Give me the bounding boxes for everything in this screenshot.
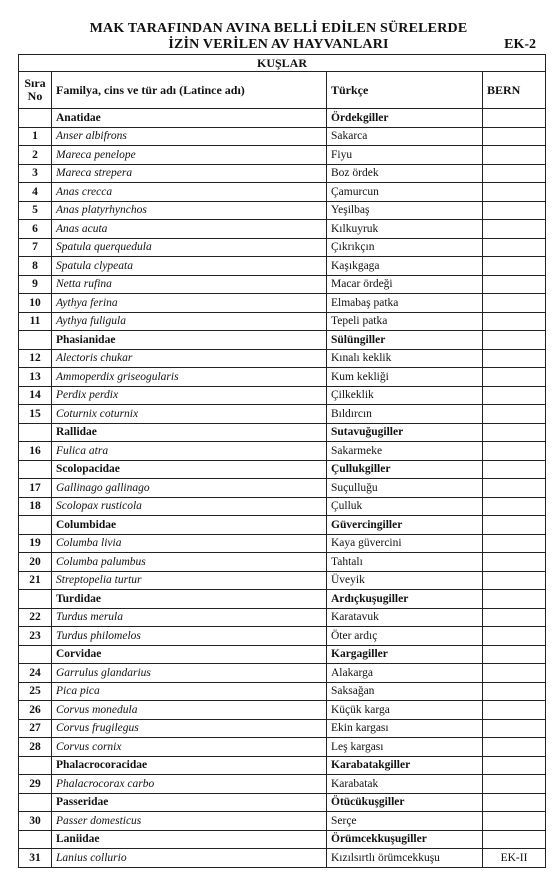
family-row <box>19 331 546 350</box>
row-number <box>19 830 52 849</box>
turkish-name: Güvercingiller <box>327 516 483 535</box>
turkish-name: Kınalı keklik <box>327 349 483 368</box>
bern-status <box>483 423 546 442</box>
bern-status <box>483 682 546 701</box>
species-row <box>19 294 546 313</box>
latin-name: Corvus monedula <box>52 701 327 720</box>
bern-status <box>483 127 546 146</box>
bern-status <box>483 534 546 553</box>
annex-code: EK-2 <box>504 37 536 52</box>
family-row <box>19 793 546 812</box>
bern-status <box>483 349 546 368</box>
row-number: 22 <box>19 608 52 627</box>
bern-status <box>483 201 546 220</box>
row-number: 28 <box>19 738 52 757</box>
species-row <box>19 479 546 498</box>
species-row <box>19 238 546 257</box>
row-number: 17 <box>19 479 52 498</box>
row-number: 27 <box>19 719 52 738</box>
turkish-name: Ördekgiller <box>327 109 483 128</box>
family-row <box>19 590 546 609</box>
species-row <box>19 738 546 757</box>
latin-name: Fulica atra <box>52 442 327 461</box>
row-number: 14 <box>19 386 52 405</box>
row-number: 15 <box>19 405 52 424</box>
bern-status <box>483 164 546 183</box>
bern-status <box>483 405 546 424</box>
turkish-name: Kargagiller <box>327 645 483 664</box>
latin-name: Corvidae <box>52 645 327 664</box>
bern-status <box>483 294 546 313</box>
latin-name: Anser albifrons <box>52 127 327 146</box>
row-number: 23 <box>19 627 52 646</box>
bern-status <box>483 497 546 516</box>
species-row <box>19 534 546 553</box>
row-number: 20 <box>19 553 52 572</box>
row-number: 1 <box>19 127 52 146</box>
turkish-name: Suçulluğu <box>327 479 483 498</box>
latin-name: Phalacrocoracidae <box>52 756 327 775</box>
species-table-body <box>19 55 546 868</box>
latin-name: Scolopax rusticola <box>52 497 327 516</box>
section-title: KUŞLAR <box>19 55 546 72</box>
bern-status <box>483 756 546 775</box>
latin-name: Passeridae <box>52 793 327 812</box>
turkish-name: Öter ardıç <box>327 627 483 646</box>
species-row <box>19 497 546 516</box>
latin-name: Phasianidae <box>52 331 327 350</box>
latin-name: Pica pica <box>52 682 327 701</box>
bern-status <box>483 331 546 350</box>
latin-name: Turdus philomelos <box>52 627 327 646</box>
turkish-name: Tepeli patka <box>327 312 483 331</box>
turkish-name: Karatavuk <box>327 608 483 627</box>
bern-status <box>483 645 546 664</box>
turkish-name: Alakarga <box>327 664 483 683</box>
latin-name: Passer domesticus <box>52 812 327 831</box>
turkish-name: Kaşıkgaga <box>327 257 483 276</box>
turkish-name: Örümcekkuşugiller <box>327 830 483 849</box>
latin-name: Anatidae <box>52 109 327 128</box>
latin-name: Lanius collurio <box>52 849 327 868</box>
species-row <box>19 312 546 331</box>
family-row <box>19 756 546 775</box>
turkish-name: Küçük karga <box>327 701 483 720</box>
latin-name: Anas platyrhynchos <box>52 201 327 220</box>
row-number: 11 <box>19 312 52 331</box>
species-row <box>19 201 546 220</box>
row-number: 31 <box>19 849 52 868</box>
species-row <box>19 627 546 646</box>
row-number: 21 <box>19 571 52 590</box>
turkish-name: Çıkrıkçın <box>327 238 483 257</box>
bern-status <box>483 516 546 535</box>
latin-name: Coturnix coturnix <box>52 405 327 424</box>
row-number <box>19 793 52 812</box>
bern-status <box>483 590 546 609</box>
row-number: 24 <box>19 664 52 683</box>
row-number: 18 <box>19 497 52 516</box>
section-header-row <box>19 55 546 72</box>
column-header-no-line2: No <box>27 89 43 103</box>
bern-status <box>483 442 546 461</box>
bern-status <box>483 109 546 128</box>
row-number: 5 <box>19 201 52 220</box>
species-table <box>18 54 546 868</box>
latin-name: Streptopelia turtur <box>52 571 327 590</box>
row-number <box>19 645 52 664</box>
bern-status <box>483 664 546 683</box>
column-header-bern: BERN <box>483 72 546 109</box>
bern-status <box>483 275 546 294</box>
latin-name: Spatula clypeata <box>52 257 327 276</box>
bern-status <box>483 257 546 276</box>
species-row <box>19 220 546 239</box>
turkish-name: Üveyik <box>327 571 483 590</box>
row-number: 9 <box>19 275 52 294</box>
latin-name: Mareca strepera <box>52 164 327 183</box>
row-number: 10 <box>19 294 52 313</box>
family-row <box>19 645 546 664</box>
latin-name: Alectoris chukar <box>52 349 327 368</box>
turkish-name: Fiyu <box>327 146 483 165</box>
species-row <box>19 812 546 831</box>
turkish-name: Bıldırcın <box>327 405 483 424</box>
bern-status <box>483 479 546 498</box>
row-number <box>19 756 52 775</box>
turkish-name: Boz ördek <box>327 164 483 183</box>
bern-status <box>483 608 546 627</box>
row-number: 25 <box>19 682 52 701</box>
latin-name: Garrulus glandarius <box>52 664 327 683</box>
row-number: 8 <box>19 257 52 276</box>
family-row <box>19 423 546 442</box>
latin-name: Mareca penelope <box>52 146 327 165</box>
column-header-no <box>19 72 52 109</box>
bern-status <box>483 793 546 812</box>
species-row <box>19 719 546 738</box>
turkish-name: Karabatakgiller <box>327 756 483 775</box>
family-row <box>19 830 546 849</box>
turkish-name: Serçe <box>327 812 483 831</box>
species-row <box>19 664 546 683</box>
latin-name: Turdus merula <box>52 608 327 627</box>
bern-status <box>483 719 546 738</box>
column-header-latin: Familya, cins ve tür adı (Latince adı) <box>52 72 327 109</box>
latin-name: Aythya ferina <box>52 294 327 313</box>
latin-name: Anas crecca <box>52 183 327 202</box>
turkish-name: Çamurcun <box>327 183 483 202</box>
bern-status <box>483 238 546 257</box>
row-number: 3 <box>19 164 52 183</box>
turkish-name: Tahtalı <box>327 553 483 572</box>
row-number <box>19 331 52 350</box>
latin-name: Laniidae <box>52 830 327 849</box>
species-row <box>19 849 546 868</box>
column-header-no-line1: Sıra <box>24 76 46 90</box>
row-number <box>19 423 52 442</box>
latin-name: Netta rufina <box>52 275 327 294</box>
bern-status <box>483 312 546 331</box>
turkish-name: Karabatak <box>327 775 483 794</box>
row-number <box>19 109 52 128</box>
latin-name: Columba palumbus <box>52 553 327 572</box>
turkish-name: Çilkeklik <box>327 386 483 405</box>
document-title-line-2: İZİN VERİLEN AV HAYVANLARI <box>168 37 389 52</box>
turkish-name: Kum kekliği <box>327 368 483 387</box>
latin-name: Perdix perdix <box>52 386 327 405</box>
column-header-turkish: Türkçe <box>327 72 483 109</box>
latin-name: Ammoperdix griseogularis <box>52 368 327 387</box>
turkish-name: Ardıçkuşugiller <box>327 590 483 609</box>
latin-name: Phalacrocorax carbo <box>52 775 327 794</box>
row-number: 19 <box>19 534 52 553</box>
bern-status <box>483 220 546 239</box>
species-row <box>19 257 546 276</box>
species-row <box>19 349 546 368</box>
species-row <box>19 146 546 165</box>
row-number: 30 <box>19 812 52 831</box>
turkish-name: Sülüngiller <box>327 331 483 350</box>
turkish-name: Kılkuyruk <box>327 220 483 239</box>
species-row <box>19 608 546 627</box>
latin-name: Gallinago gallinago <box>52 479 327 498</box>
family-row <box>19 460 546 479</box>
species-row <box>19 164 546 183</box>
turkish-name: Saksağan <box>327 682 483 701</box>
bern-status <box>483 830 546 849</box>
species-row <box>19 701 546 720</box>
turkish-name: Sakarca <box>327 127 483 146</box>
row-number: 6 <box>19 220 52 239</box>
turkish-name: Yeşilbaş <box>327 201 483 220</box>
row-number <box>19 516 52 535</box>
latin-name: Columbidae <box>52 516 327 535</box>
row-number: 13 <box>19 368 52 387</box>
turkish-name: Elmabaş patka <box>327 294 483 313</box>
row-number <box>19 590 52 609</box>
row-number: 7 <box>19 238 52 257</box>
species-row <box>19 775 546 794</box>
bern-status <box>483 183 546 202</box>
species-row <box>19 183 546 202</box>
bern-status <box>483 775 546 794</box>
latin-name: Aythya fuligula <box>52 312 327 331</box>
latin-name: Anas acuta <box>52 220 327 239</box>
row-number: 26 <box>19 701 52 720</box>
turkish-name: Leş kargası <box>327 738 483 757</box>
bern-status <box>483 571 546 590</box>
family-row <box>19 516 546 535</box>
latin-name: Corvus frugilegus <box>52 719 327 738</box>
bern-status <box>483 812 546 831</box>
turkish-name: Çullukgiller <box>327 460 483 479</box>
latin-name: Scolopacidae <box>52 460 327 479</box>
turkish-name: Sakarmeke <box>327 442 483 461</box>
document-title-line-1: MAK TARAFINDAN AVINA BELLİ EDİLEN SÜRELERDE <box>89 21 468 36</box>
bern-status <box>483 701 546 720</box>
species-row <box>19 442 546 461</box>
species-row <box>19 682 546 701</box>
species-row <box>19 275 546 294</box>
bern-status <box>483 738 546 757</box>
row-number: 16 <box>19 442 52 461</box>
species-row <box>19 405 546 424</box>
turkish-name: Kızılsırtlı örümcekkuşu <box>327 849 483 868</box>
species-row <box>19 386 546 405</box>
row-number: 2 <box>19 146 52 165</box>
turkish-name: Ekin kargası <box>327 719 483 738</box>
species-row <box>19 127 546 146</box>
species-row <box>19 368 546 387</box>
row-number: 12 <box>19 349 52 368</box>
latin-name: Turdidae <box>52 590 327 609</box>
column-header-row <box>19 72 546 109</box>
turkish-name: Macar ördeği <box>327 275 483 294</box>
bern-status: EK-II <box>483 849 546 868</box>
species-row <box>19 553 546 572</box>
latin-name: Spatula querquedula <box>52 238 327 257</box>
bern-status <box>483 386 546 405</box>
turkish-name: Kaya güvercini <box>327 534 483 553</box>
turkish-name: Ötücükuşgiller <box>327 793 483 812</box>
latin-name: Columba livia <box>52 534 327 553</box>
bern-status <box>483 460 546 479</box>
latin-name: Corvus cornix <box>52 738 327 757</box>
species-row <box>19 571 546 590</box>
turkish-name: Çulluk <box>327 497 483 516</box>
latin-name: Rallidae <box>52 423 327 442</box>
row-number: 29 <box>19 775 52 794</box>
family-row <box>19 109 546 128</box>
bern-status <box>483 146 546 165</box>
row-number: 4 <box>19 183 52 202</box>
turkish-name: Sutavuğugiller <box>327 423 483 442</box>
bern-status <box>483 627 546 646</box>
bern-status <box>483 368 546 387</box>
row-number <box>19 460 52 479</box>
bern-status <box>483 553 546 572</box>
